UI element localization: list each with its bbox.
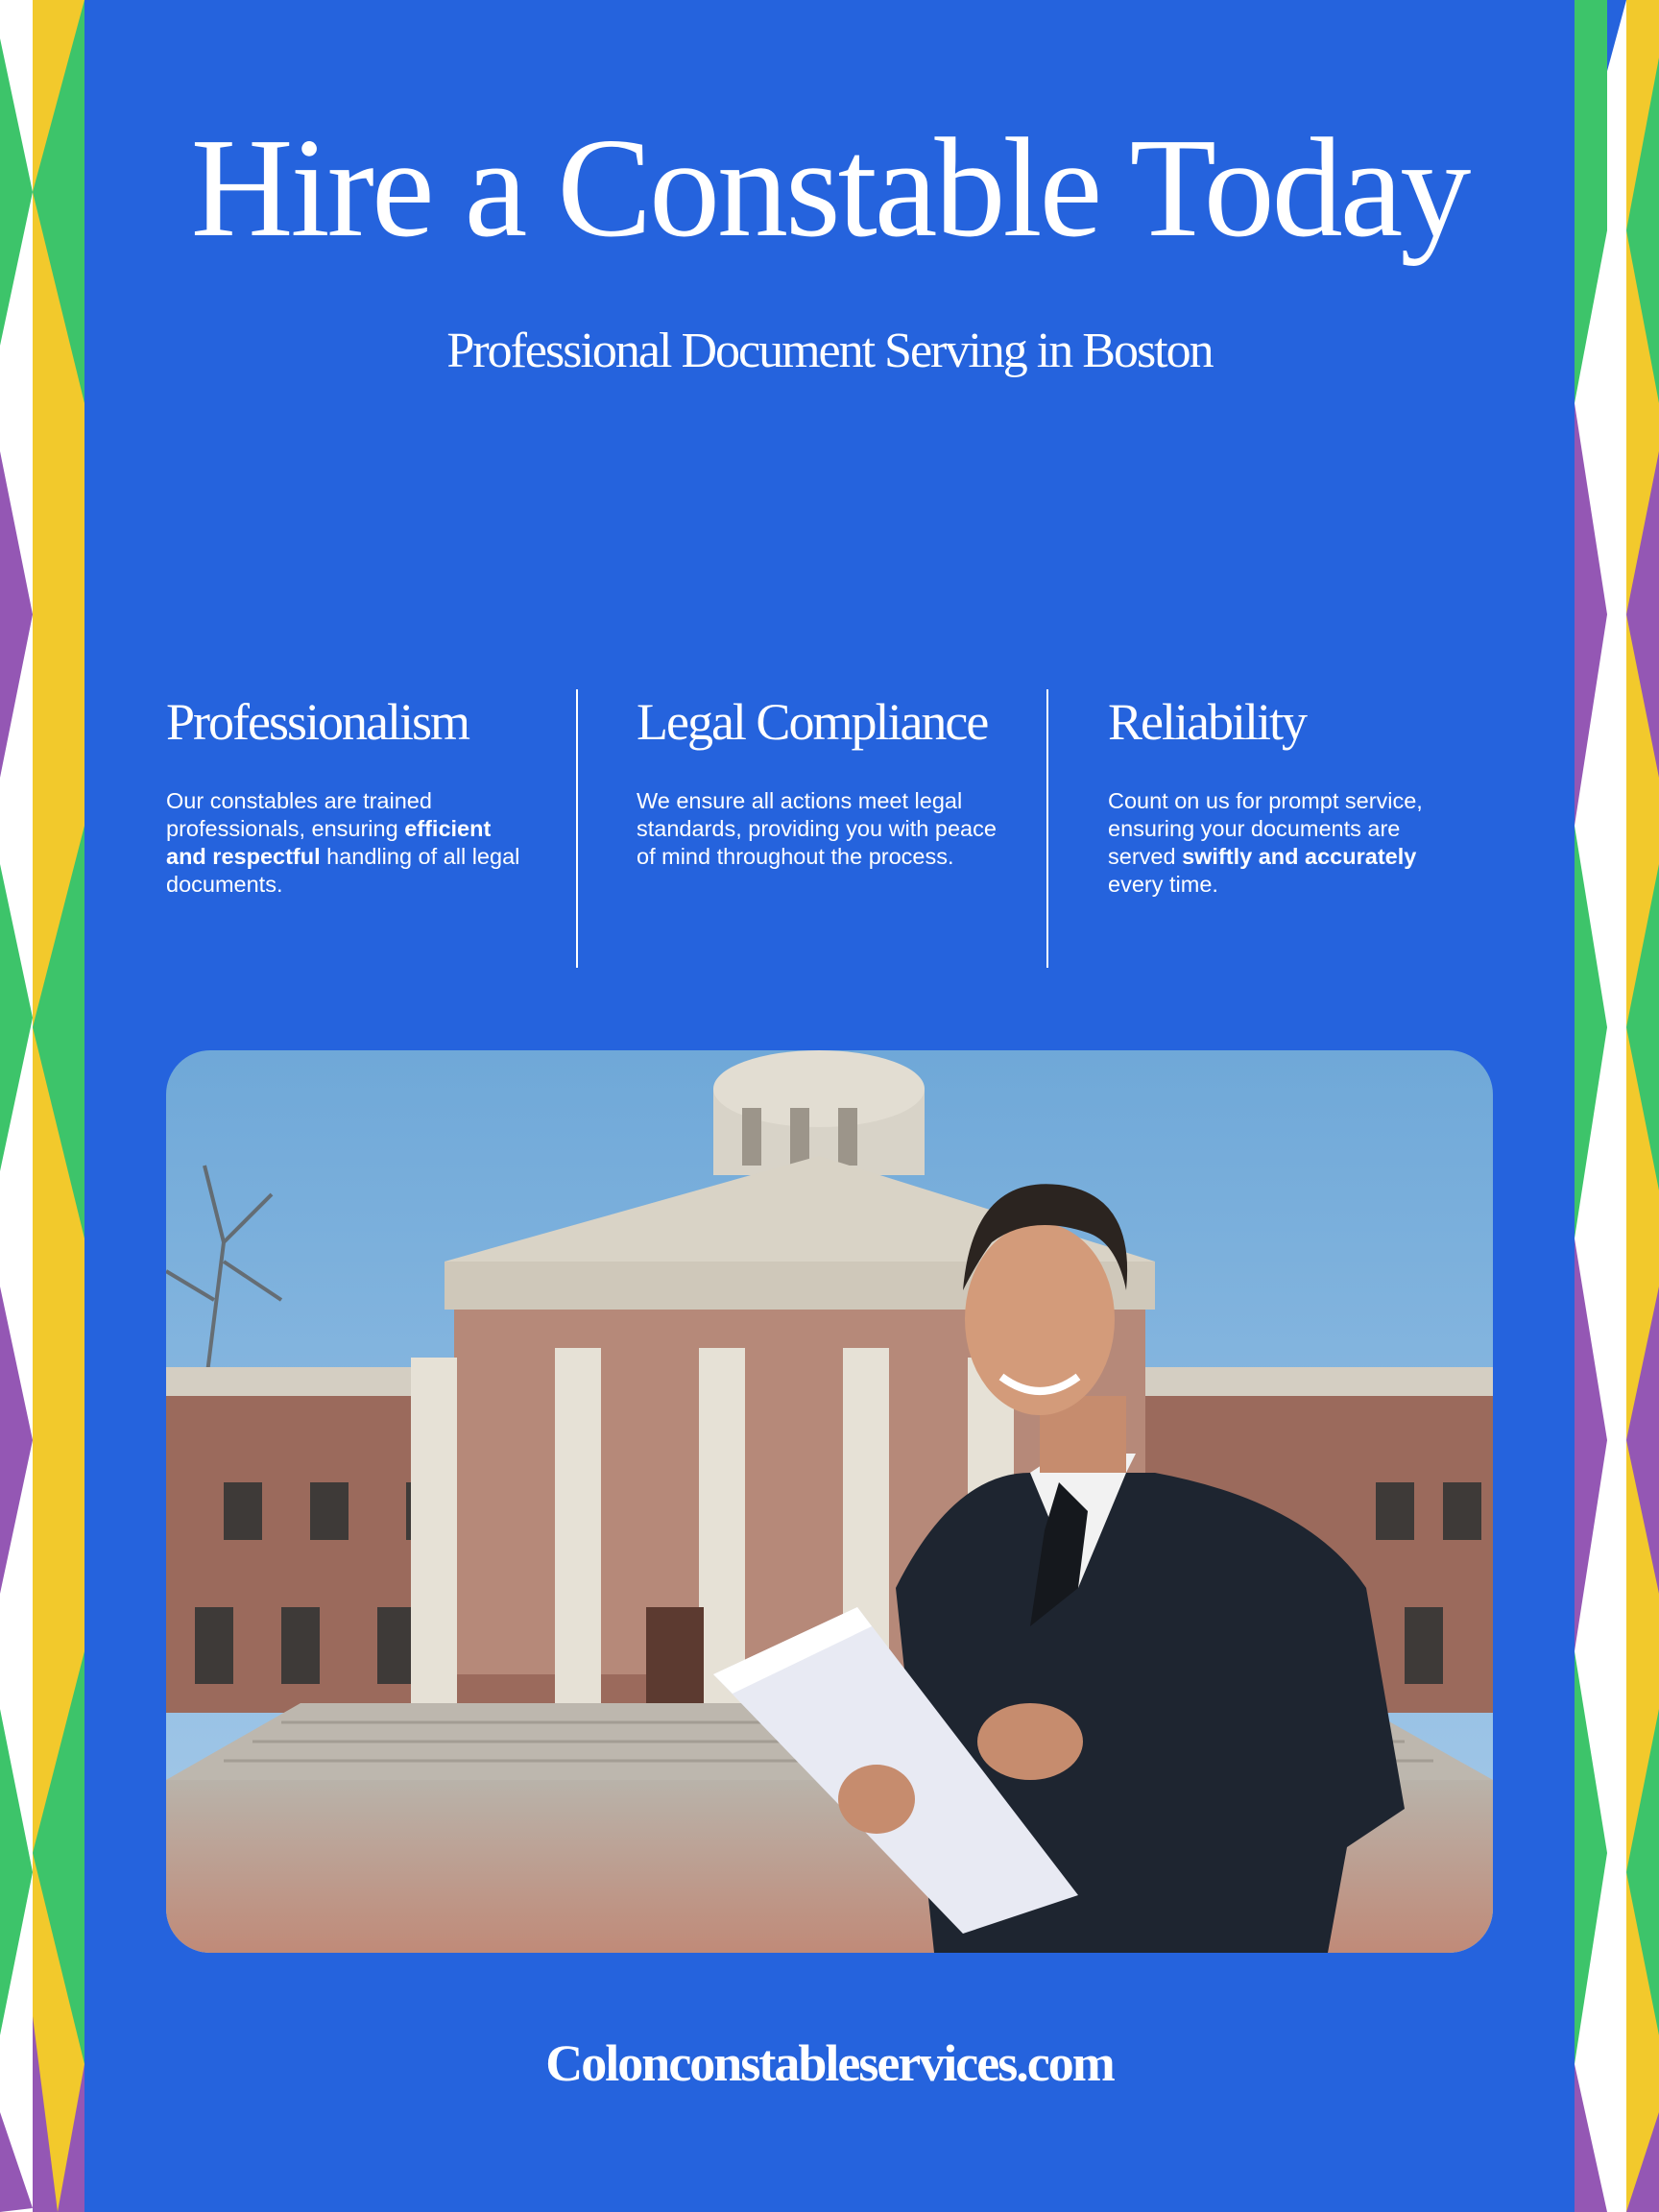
poster-panel [84, 0, 1575, 2212]
feature-title: Professionalism [166, 693, 469, 751]
feature-text: Our constables are trained professionals, ensuring efficient and respectful handling of all legal documents. [166, 788, 520, 897]
feature-title: Legal Compliance [637, 693, 988, 751]
column-divider [576, 689, 578, 968]
feature-legal-compliance [637, 689, 1001, 871]
feature-professionalism [166, 689, 531, 899]
right-diamond-border [1575, 0, 1659, 2212]
constable-courthouse-photo [166, 1050, 1493, 1953]
feature-text: We ensure all actions meet legal standards, providing you with peace of mind throughout the process. [637, 788, 997, 869]
left-diamond-border [0, 0, 84, 2212]
headline: Hire a Constable Today [190, 109, 1469, 267]
feature-title: Reliability [1108, 693, 1306, 751]
website-url: Colonconstableservices.com [545, 2034, 1114, 2092]
subheadline: Professional Document Serving in Boston [446, 324, 1213, 378]
feature-text: Count on us for prompt service, ensuring your documents are served swiftly and accurately every time. [1108, 788, 1423, 897]
feature-reliability [1108, 689, 1473, 899]
column-divider [1046, 689, 1048, 968]
